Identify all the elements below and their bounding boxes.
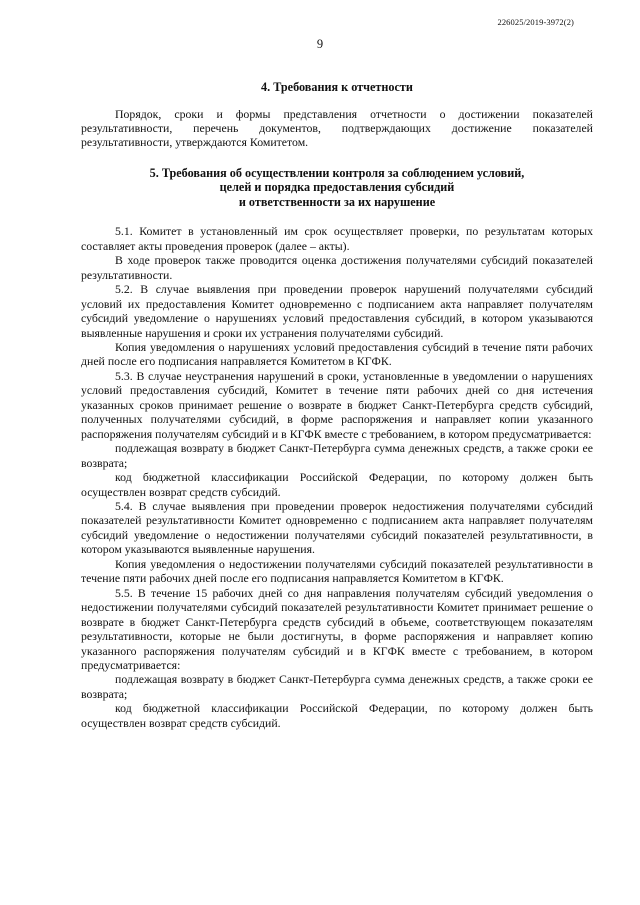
section-4-body <box>81 107 593 150</box>
section-4-title: 4. Требования к отчетности <box>261 80 413 94</box>
paragraph-5-3: 5.3. В случае неустранения нарушений в сроки, установленные в уведомлении о нарушениях условий предоставления субсидий, Комитет в течение пяти рабочих дней со дня истечения указанных сроков принимает решение о возврате в бюджет Санкт-Петербурга средств субсидий, полученных получателями субсидий, в форме распоряжения и направляет копии указанного распоряжения получателям субсидий и в КГФК вместе с требованием, в котором предусматривается: <box>81 368 593 441</box>
paragraph: Порядок, сроки и формы представления отчетности о достижении показателей результативности, перечень документов, подтверждающих достижение показателей результативности, утверждаются Комитетом. <box>81 106 593 150</box>
paragraph-5-5: 5.5. В течение 15 рабочих дней со дня направления получателям субсидий уведомления о недостижении получателями субсидий показателей результативности Комитет принимает решение о возврате в бюджет Санкт-Петербурга средств субсидий в объеме, соответствующем показателям результативности, которые не были достигнуты, в форме распоряжения и направляет копию указанного распоряжения получателям субсидий и в КГФК вместе с требованием, в котором предусматривается: <box>81 585 593 672</box>
page-number: 9 <box>316 37 324 51</box>
paragraph-5-2: 5.2. В случае выявления при проведении проверок нарушений получателями субсидий условий их предоставления Комитет одновременно с подписанием акта направляет получателям субсидий уведомление о нарушениях условий предоставления субсидий, в котором указываются выявленные нарушения и сроки их устранения получателями субсидий. <box>81 282 593 340</box>
section-5-title-line: целей и порядка предоставления субсидий <box>219 180 455 195</box>
paragraph: код бюджетной классификации Российской Федерации, по которому должен быть осуществлен возврат средств субсидий. <box>81 470 593 499</box>
paragraph: Копия уведомления о недостижении получателями субсидий показателей результативности в течение пяти рабочих дней после его подписания направляется Комитетом в КГФК. <box>81 556 593 586</box>
section-5-title-line: и ответственности за их нарушение <box>238 194 436 209</box>
section-5-title-line: 5. Требования об осуществлении контроля за соблюдением условий, <box>149 165 525 180</box>
paragraph-5-1: 5.1. Комитет в установленный им срок осуществляет проверки, по результатам которых составляет акты проведения проверок (далее – акты). <box>81 224 593 253</box>
paragraph: подлежащая возврату в бюджет Санкт-Петербурга сумма денежных средств, а также сроки ее возврата; <box>81 441 593 470</box>
paragraph: Копия уведомления о нарушениях условий предоставления субсидий в течение пяти рабочих дней после его подписания направляется Комитетом в КГФК. <box>81 339 593 369</box>
document-code: 226025/2019-3972(2) <box>497 17 574 27</box>
paragraph: код бюджетной классификации Российской Федерации, по которому должен быть осуществлен возврат средств субсидий. <box>81 701 593 730</box>
paragraph: подлежащая возврату в бюджет Санкт-Петербурга сумма денежных средств, а также сроки ее возврата; <box>81 672 593 701</box>
section-5-body <box>81 224 593 730</box>
page-content <box>81 80 593 730</box>
paragraph: В ходе проверок также проводится оценка достижения получателями субсидий показателей результативности. <box>81 253 593 282</box>
section-5-title <box>81 166 593 210</box>
paragraph-5-4: 5.4. В случае выявления при проведении проверок недостижения получателями субсидий показателей результативности Комитет одновременно с подписанием акта направляет получателям субсидий уведомление о недостижении получателями субсидий показателей результативности, в котором указываются выявленные нарушения. <box>81 498 593 557</box>
